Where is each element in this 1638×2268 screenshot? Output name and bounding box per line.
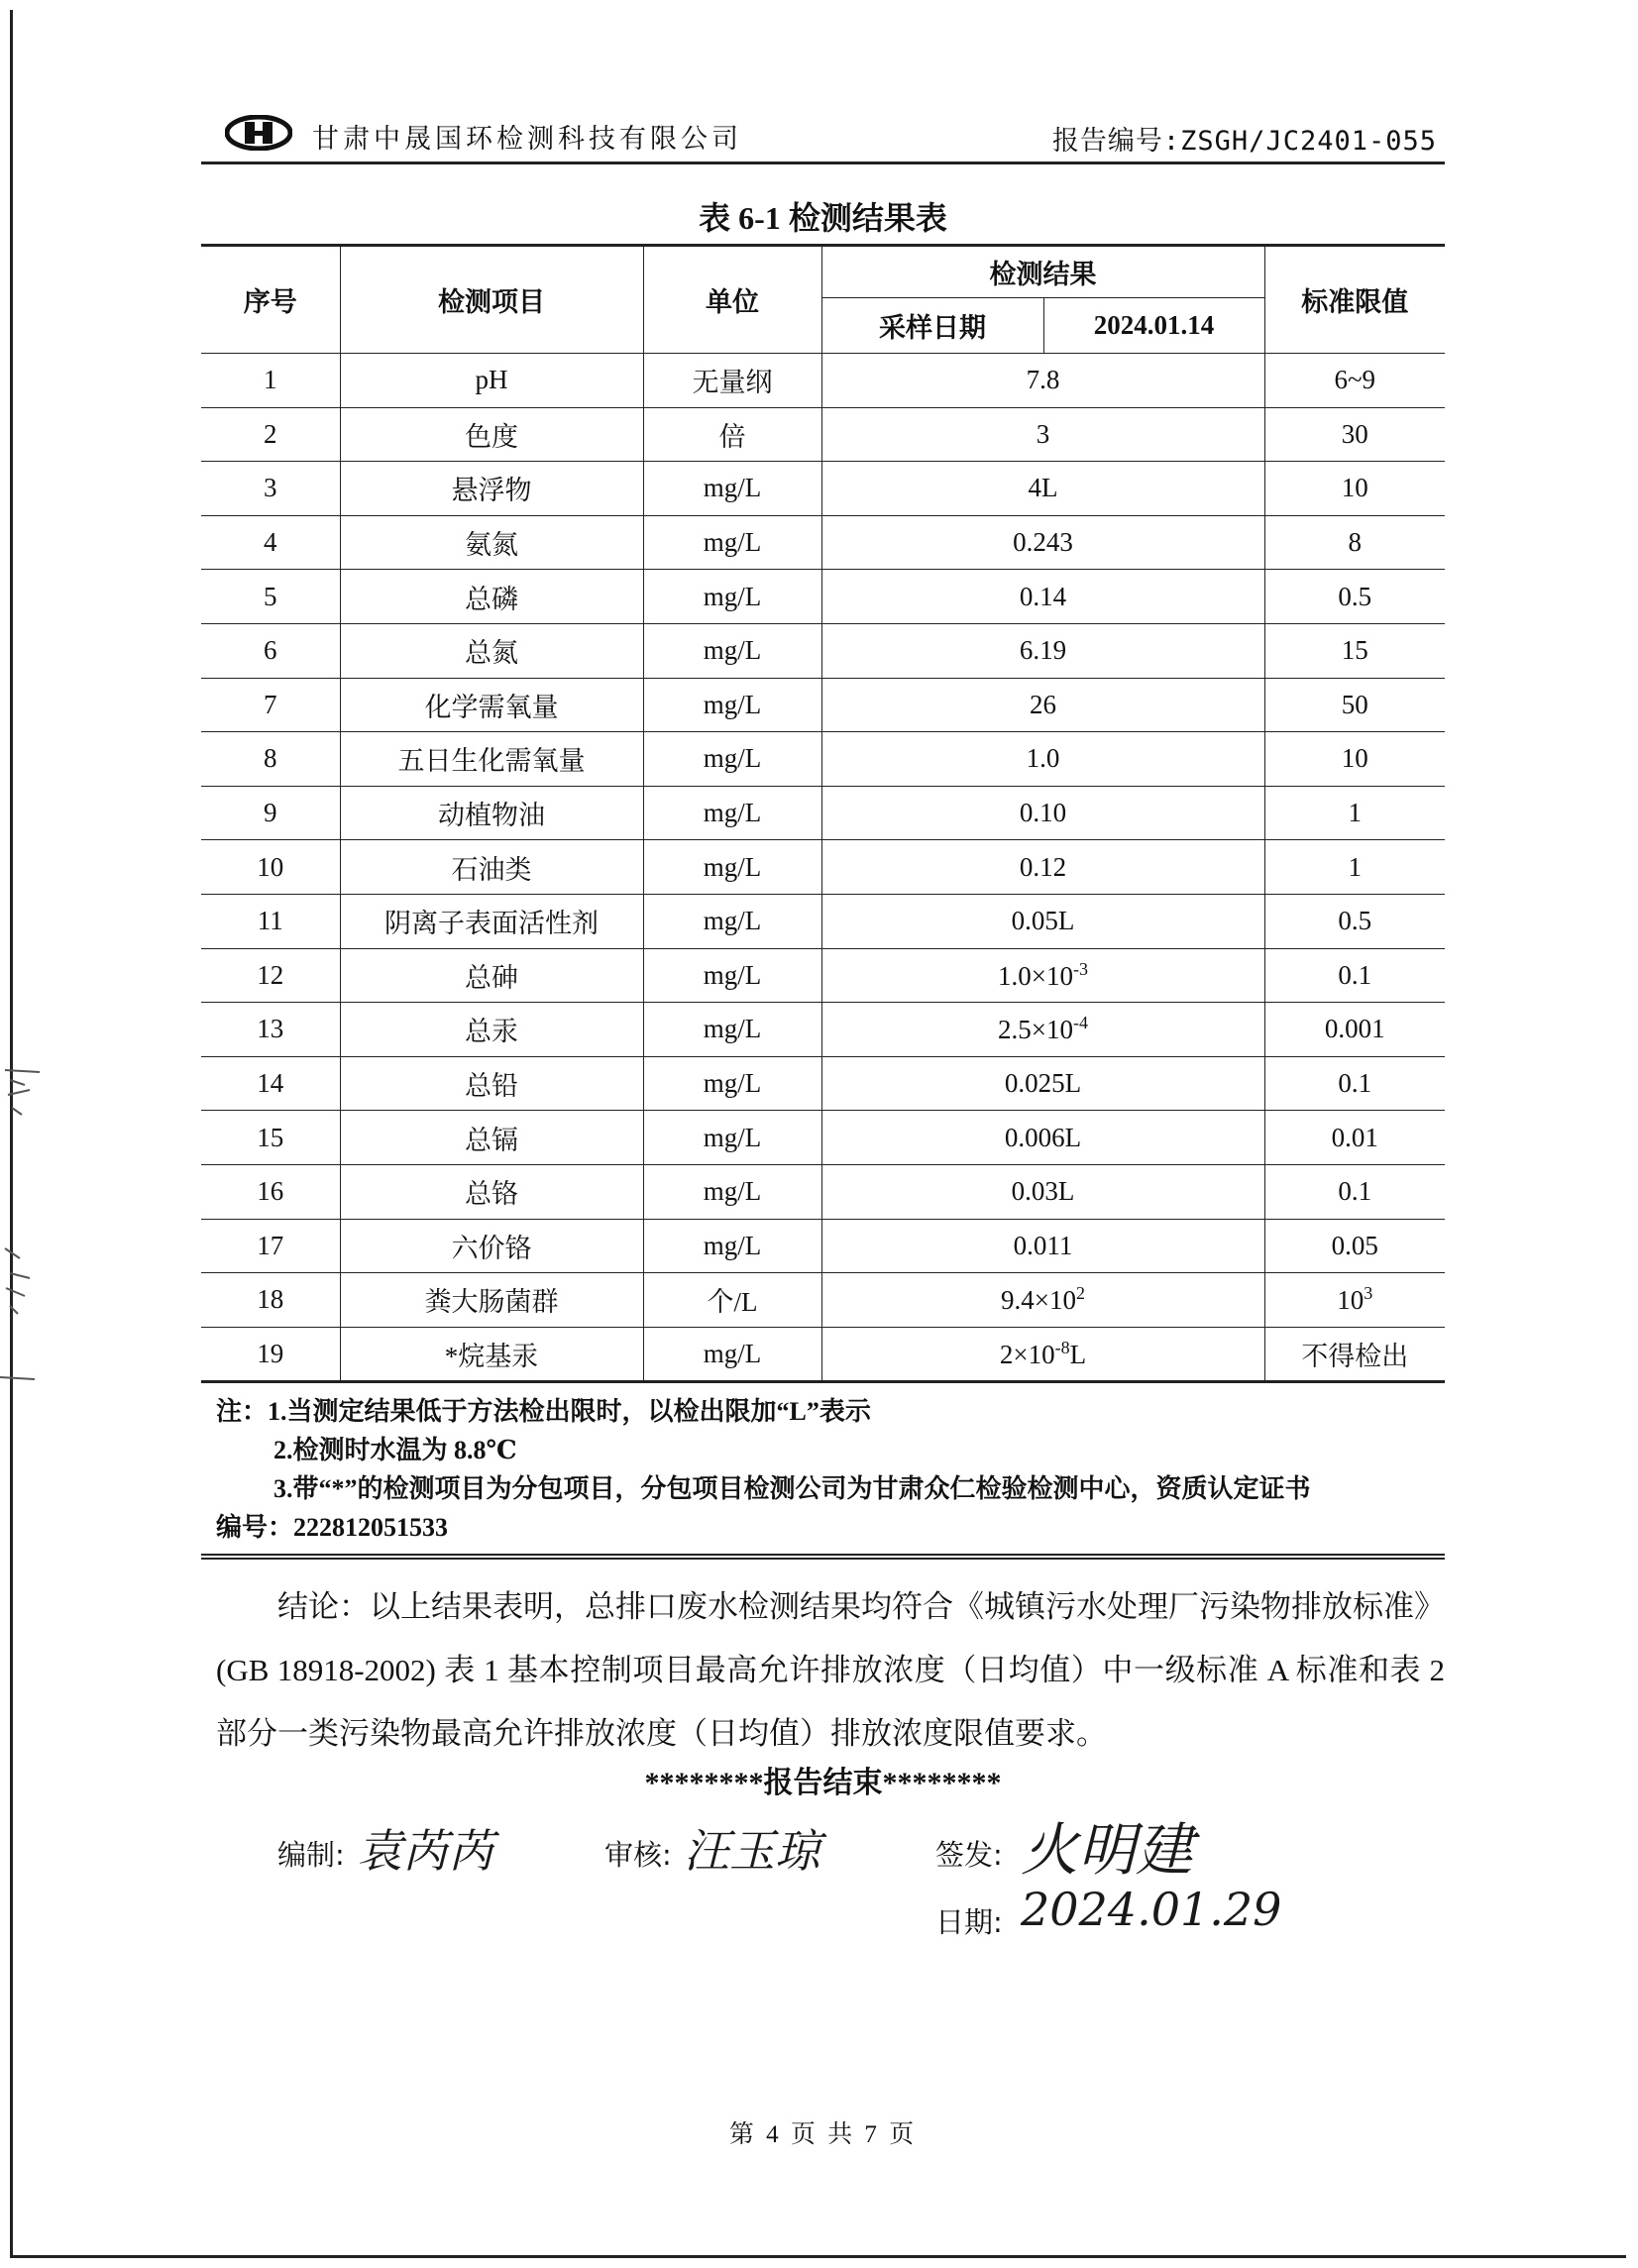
report-number: 报告编号:ZSGH/JC2401-055 (1051, 126, 1437, 157)
row-limit: 0.05 (1264, 1219, 1445, 1273)
row-seq: 1 (201, 354, 340, 408)
row-unit: mg/L (643, 894, 821, 948)
row-item: 总铬 (340, 1164, 643, 1219)
row-unit: mg/L (643, 1111, 821, 1165)
row-unit: mg/L (643, 1003, 821, 1057)
row-unit: mg/L (643, 840, 821, 895)
notes-divider (201, 1554, 1445, 1560)
row-result (821, 1327, 1264, 1382)
row-seq: 18 (201, 1273, 340, 1328)
table-row (201, 1327, 1445, 1382)
row-limit-exponent: 3 (1364, 1283, 1373, 1304)
row-item: 总铅 (340, 1056, 643, 1111)
reviewed-signature: 汪玉琼 (684, 1824, 820, 1878)
row-result-exponent: -4 (1072, 1013, 1088, 1033)
row-result: 0.10 (821, 786, 1264, 840)
compiled-label: 编制: (277, 1838, 345, 1872)
row-seq: 2 (201, 407, 340, 462)
reviewed-label: 审核: (604, 1838, 672, 1872)
row-result: 0.243 (821, 515, 1264, 570)
date-label: 日期: (935, 1905, 1003, 1939)
table-row (201, 354, 1445, 408)
row-limit: 10 (1264, 732, 1445, 787)
row-unit: mg/L (643, 462, 821, 516)
row-unit: mg/L (643, 515, 821, 570)
row-item: 六价铬 (340, 1219, 643, 1273)
table-row (201, 462, 1445, 516)
note-line-2: 2.检测时水温为 8.8℃ (273, 1436, 517, 1464)
report-header (201, 109, 1445, 164)
row-limit: 0.5 (1264, 894, 1445, 948)
table-row (201, 1219, 1445, 1273)
row-result (821, 1003, 1264, 1057)
row-unit: mg/L (643, 1219, 821, 1273)
row-item: 粪大肠菌群 (340, 1273, 643, 1328)
row-limit: 不得检出 (1264, 1327, 1445, 1382)
row-result: 4L (821, 462, 1264, 516)
table-row (201, 1273, 1445, 1328)
table-row (201, 515, 1445, 570)
sampling-date-value: 2024.01.14 (1043, 298, 1264, 354)
row-seq: 11 (201, 894, 340, 948)
table-row (201, 948, 1445, 1003)
table-row (201, 1003, 1445, 1057)
row-item: 色度 (340, 407, 643, 462)
notes-block (216, 1392, 1445, 1547)
row-result-base: 1.0×10 (998, 960, 1073, 991)
table-row (201, 732, 1445, 787)
row-item: 动植物油 (340, 786, 643, 840)
row-limit: 50 (1264, 678, 1445, 732)
row-limit: 0.01 (1264, 1111, 1445, 1165)
table-row (201, 1056, 1445, 1111)
row-result-exponent: -8 (1054, 1337, 1070, 1357)
row-result: 0.006L (821, 1111, 1264, 1165)
company-logo-icon (225, 115, 292, 151)
table-row (201, 786, 1445, 840)
row-item: 总氮 (340, 623, 643, 678)
note-line-1: 注：1.当测定结果低于方法检出限时，以检出限加“L”表示 (216, 1397, 871, 1426)
row-limit: 0.1 (1264, 948, 1445, 1003)
row-limit: 1 (1264, 786, 1445, 840)
row-limit: 0.001 (1264, 1003, 1445, 1057)
row-result-exponent: -3 (1072, 958, 1088, 979)
row-result (821, 948, 1264, 1003)
column-header-unit: 单位 (643, 246, 821, 354)
row-seq: 16 (201, 1164, 340, 1219)
row-seq: 5 (201, 570, 340, 624)
row-result: 3 (821, 407, 1264, 462)
column-header-item: 检测项目 (340, 246, 643, 354)
row-item: 氨氮 (340, 515, 643, 570)
table-row (201, 1164, 1445, 1219)
row-item: 阴离子表面活性剂 (340, 894, 643, 948)
row-item: 五日生化需氧量 (340, 732, 643, 787)
table-row (201, 678, 1445, 732)
row-seq: 17 (201, 1219, 340, 1273)
row-result-exponent: 2 (1075, 1283, 1085, 1304)
row-seq: 9 (201, 786, 340, 840)
row-limit: 1 (1264, 840, 1445, 895)
row-unit: mg/L (643, 623, 821, 678)
compiled-signature: 袁芮芮 (357, 1824, 493, 1878)
row-limit: 15 (1264, 623, 1445, 678)
row-seq: 14 (201, 1056, 340, 1111)
issued-label: 签发: (935, 1838, 1003, 1872)
table-row (201, 407, 1445, 462)
note-line-3: 3.带“*”的检测项目为分包项目，分包项目检测公司为甘肃众仁检验检测中心，资质认定证书 (273, 1474, 1311, 1503)
row-seq: 3 (201, 462, 340, 516)
row-item: *烷基汞 (340, 1327, 643, 1382)
row-seq: 12 (201, 948, 340, 1003)
results-body (201, 354, 1445, 1382)
company-name: 甘肃中晟国环检测科技有限公司 (312, 124, 742, 155)
sampling-date-label: 采样日期 (821, 298, 1043, 354)
row-seq: 10 (201, 840, 340, 895)
column-header-seq: 序号 (201, 246, 340, 354)
row-item: 总镉 (340, 1111, 643, 1165)
row-seq: 13 (201, 1003, 340, 1057)
row-limit: 0.1 (1264, 1164, 1445, 1219)
row-unit: mg/L (643, 948, 821, 1003)
row-item: 石油类 (340, 840, 643, 895)
row-limit: 0.5 (1264, 570, 1445, 624)
row-unit: mg/L (643, 678, 821, 732)
table-row (201, 894, 1445, 948)
row-result-base: 9.4×10 (1001, 1285, 1076, 1316)
table-caption: 表 6-1 检测结果表 (699, 200, 947, 236)
row-limit (1264, 1273, 1445, 1328)
column-header-result: 检测结果 (821, 246, 1264, 298)
row-item: 总磷 (340, 570, 643, 624)
row-item: 总汞 (340, 1003, 643, 1057)
row-result: 0.14 (821, 570, 1264, 624)
row-result: 0.011 (821, 1219, 1264, 1273)
page-number: 第 4 页 共 7 页 (728, 2121, 918, 2148)
row-limit-base: 10 (1337, 1285, 1365, 1316)
row-seq: 8 (201, 732, 340, 787)
row-result (821, 1273, 1264, 1328)
row-unit: 个/L (643, 1273, 821, 1328)
row-result: 0.03L (821, 1164, 1264, 1219)
row-item: pH (340, 354, 643, 408)
row-result: 1.0 (821, 732, 1264, 787)
row-item: 悬浮物 (340, 462, 643, 516)
issued-signature: 火明建 (1021, 1816, 1194, 1884)
row-item: 总砷 (340, 948, 643, 1003)
row-item: 化学需氧量 (340, 678, 643, 732)
row-unit: 倍 (643, 407, 821, 462)
row-unit: mg/L (643, 786, 821, 840)
row-unit: mg/L (643, 1327, 821, 1382)
table-row (201, 623, 1445, 678)
row-unit: mg/L (643, 1056, 821, 1111)
table-row (201, 1111, 1445, 1165)
row-result: 7.8 (821, 354, 1264, 408)
row-unit: mg/L (643, 570, 821, 624)
row-result-base: 2.5×10 (998, 1015, 1073, 1045)
row-result: 0.12 (821, 840, 1264, 895)
scan-marks (0, 1060, 59, 1417)
report-end-marker: ********报告结束******** (644, 1767, 1002, 1799)
row-result: 0.05L (821, 894, 1264, 948)
note-line-4: 编号：222812051533 (216, 1513, 449, 1542)
row-seq: 7 (201, 678, 340, 732)
row-limit: 30 (1264, 407, 1445, 462)
row-limit: 6~9 (1264, 354, 1445, 408)
row-unit: mg/L (643, 1164, 821, 1219)
row-seq: 4 (201, 515, 340, 570)
conclusion-paragraph: 结论：以上结果表明，总排口废水检测结果均符合《城镇污水处理厂污染物排放标准》(GB 18918-2002) 表 1 基本控制项目最高允许排放浓度（日均值）中一级标准 A 标准和表 2 部分一类污染物最高允许排放浓度（日均值）排放浓度限值要求。 (216, 1589, 1445, 1751)
table-row (201, 570, 1445, 624)
row-result-suffix: L (1069, 1339, 1087, 1369)
row-limit: 0.1 (1264, 1056, 1445, 1111)
row-unit: mg/L (643, 732, 821, 787)
date-signature: 2024.01.29 (1021, 1883, 1282, 1936)
results-table (201, 244, 1445, 1383)
table-row (201, 840, 1445, 895)
row-unit: 无量纲 (643, 354, 821, 408)
row-seq: 19 (201, 1327, 340, 1382)
row-seq: 15 (201, 1111, 340, 1165)
row-limit: 10 (1264, 462, 1445, 516)
row-result: 0.025L (821, 1056, 1264, 1111)
row-result-base: 2×10 (999, 1339, 1055, 1369)
row-result: 6.19 (821, 623, 1264, 678)
column-header-limit: 标准限值 (1264, 246, 1445, 354)
row-seq: 6 (201, 623, 340, 678)
row-limit: 8 (1264, 515, 1445, 570)
row-result: 26 (821, 678, 1264, 732)
